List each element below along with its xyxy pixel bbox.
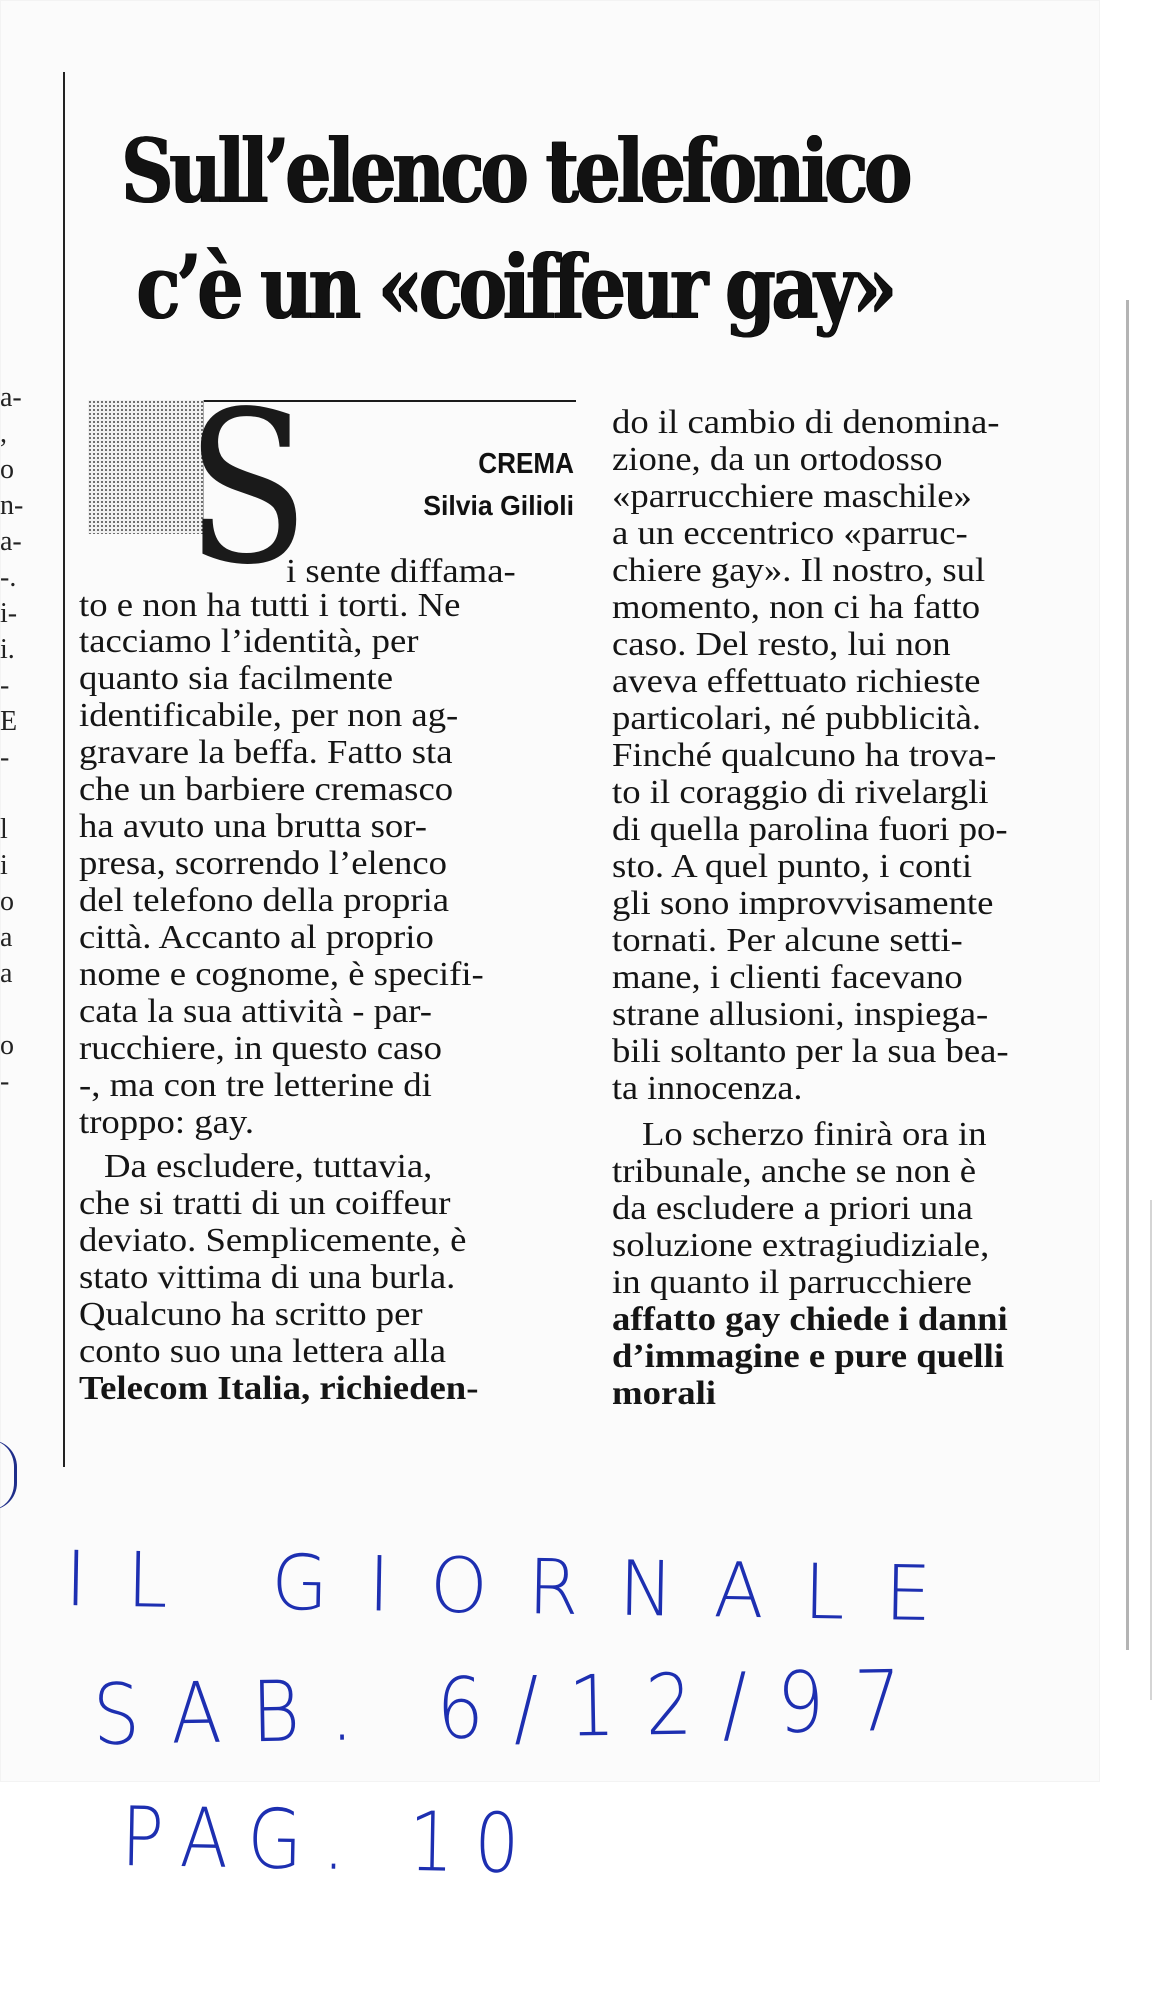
- article-text-line: sto. A quel punto, i conti: [612, 848, 973, 885]
- article-text-line: momento, non ci ha fatto: [612, 589, 981, 626]
- clipping-right-edge-shadow: [1126, 300, 1129, 1650]
- previous-column-fragment: -.: [0, 562, 17, 593]
- previous-column-fragment: a: [0, 922, 13, 953]
- previous-column-fragment: [0, 1100, 30, 1136]
- previous-column-fragment: n-: [0, 490, 24, 521]
- article-text-line: strane allusioni, inspiega-: [612, 996, 989, 1033]
- author-byline: Silvia Gilioli: [423, 490, 574, 521]
- article-text-line: deviato. Semplicemente, è: [79, 1222, 467, 1259]
- previous-column-fragment: ,: [0, 418, 7, 449]
- handwritten-newspaper-name: IL GIORNALE: [64, 1534, 973, 1639]
- article-text-line: Finché qualcuno ha trova-: [612, 737, 997, 774]
- article-text-line: tacciamo l’identità, per: [79, 623, 419, 660]
- article-text-line: identificabile, per non ag-: [79, 697, 459, 734]
- previous-column-fragment: [0, 992, 30, 1028]
- previous-column-fragments: [0, 380, 30, 1136]
- headline-line-1: Sull’elenco telefonico: [121, 118, 909, 223]
- article-text-line: a un eccentrico «parruc-: [612, 515, 968, 552]
- article-text-line: da escludere a priori una: [612, 1190, 973, 1227]
- previous-column-fragment: -: [0, 670, 10, 701]
- handwritten-date: SAB. 6/12/97: [92, 1651, 932, 1764]
- article-text-line: zione, da un ortodosso: [612, 441, 943, 478]
- previous-column-fragment: [0, 776, 30, 812]
- previous-column-fragment: a: [0, 958, 13, 989]
- article-text-line: tribunale, anche se non è: [612, 1153, 976, 1190]
- article-text-line: Qualcuno ha scritto per: [79, 1296, 423, 1333]
- article-text-line: Lo scherzo finirà ora in: [642, 1116, 987, 1153]
- article-text-line: chiere gay». Il nostro, sul: [612, 552, 986, 589]
- drop-cap-letter: S: [185, 366, 310, 611]
- article-text-line: presa, scorrendo l’elenco: [79, 845, 448, 882]
- previous-column-fragment: o: [0, 886, 14, 917]
- article-text-line: bili soltanto per la sua bea-: [612, 1033, 1009, 1070]
- previous-column-fragment: o: [0, 454, 14, 485]
- previous-column-fragment: o: [0, 1030, 14, 1061]
- article-text-line: quanto sia facilmente: [79, 660, 394, 697]
- article-text-line: conto suo una lettera alla: [79, 1333, 447, 1370]
- article-text-line: in quanto il parrucchiere: [612, 1264, 972, 1301]
- article-text-line: rucchiere, in questo caso: [79, 1030, 442, 1067]
- article-text-line: do il cambio di denomina-: [612, 404, 1000, 441]
- article-text-line: Telecom Italia, richieden-: [79, 1370, 479, 1407]
- previous-column-fragment: i: [0, 850, 8, 881]
- previous-column-fragment: a-: [0, 526, 22, 557]
- article-text-line: affatto gay chiede i danni: [612, 1301, 1008, 1338]
- article-text-line: to e non ha tutti i torti. Ne: [79, 587, 461, 624]
- headline-line-2: c’è un «coiffeur gay»: [136, 234, 894, 339]
- previous-column-fragment: -: [0, 1066, 10, 1097]
- handwritten-page-number: PAG. 10: [120, 1790, 541, 1893]
- article-headline: [113, 113, 917, 345]
- article-text-line: tornati. Per alcune setti-: [612, 922, 963, 959]
- article-text-line: caso. Del resto, lui non: [612, 626, 951, 663]
- article-text-line: mane, i clienti facevano: [612, 959, 963, 996]
- article-text-line: «parrucchiere maschile»: [612, 478, 972, 515]
- previous-column-fragment: a-: [0, 382, 22, 413]
- article-text-line: aveva effettuato richieste: [612, 663, 981, 700]
- article-text-line: che un barbiere cremasco: [79, 771, 454, 808]
- article-text-line: Da escludere, tuttavia,: [104, 1148, 433, 1185]
- previous-column-fragment: l: [0, 814, 8, 845]
- article-text-line: nome e cognome, è specifi-: [79, 956, 484, 993]
- article-text-line: d’immagine e pure quelli: [612, 1338, 1005, 1375]
- article-text-line: che si tratti di un coiffeur: [79, 1185, 451, 1222]
- previous-column-fragment: i.: [0, 634, 15, 665]
- article-text-line: cata la sua attività - par-: [79, 993, 433, 1030]
- article-text-line: ta innocenza.: [612, 1070, 803, 1107]
- article-text-line: ha avuto una brutta sor-: [79, 808, 428, 845]
- article-text-line: di quella parolina fuori po-: [612, 811, 1008, 848]
- previous-column-fragment: -: [0, 742, 10, 773]
- location-kicker: CREMA: [478, 448, 574, 480]
- article-text-line: i sente diffama-: [286, 553, 516, 590]
- previous-column-fragment: E: [0, 706, 18, 737]
- article-text-line: morali: [612, 1375, 717, 1412]
- article-text-line: particolari, né pubblicità.: [612, 700, 982, 737]
- article-text-line: troppo: gay.: [79, 1104, 255, 1141]
- article-text-line: gravare la beffa. Fatto sta: [79, 734, 453, 771]
- article-text-line: gli sono improvvisamente: [612, 885, 994, 922]
- clipping-left-rule: [63, 72, 65, 1467]
- article-text-line: to il coraggio di rivelargli: [612, 774, 989, 811]
- article-text-line: stato vittima di una burla.: [79, 1259, 456, 1296]
- article-text-line: del telefono della propria: [79, 882, 450, 919]
- background-shadow-line: [1150, 1200, 1152, 1700]
- previous-column-fragment: i-: [0, 598, 18, 629]
- article-text-line: -, ma con tre letterine di: [79, 1067, 432, 1104]
- article-text-line: soluzione extragiudiziale,: [612, 1227, 990, 1264]
- article-text-line: città. Accanto al proprio: [79, 919, 434, 956]
